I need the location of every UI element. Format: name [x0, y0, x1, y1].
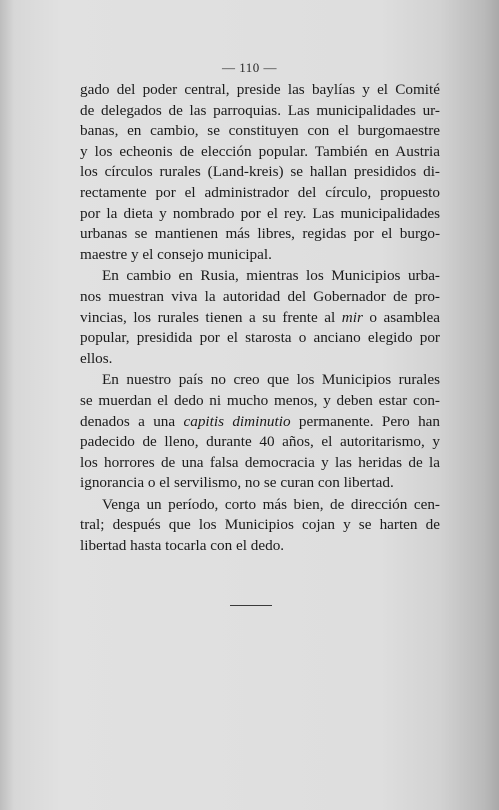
text-line: libertad hasta tocarla con el dedo.	[80, 537, 285, 555]
text-line: ellos.	[80, 349, 113, 367]
text-line: por la dieta y nombrado por el rey. Las municipalidades	[80, 204, 440, 222]
text-line: maestre y el consejo municipal.	[80, 245, 272, 263]
page-number: — 110 —	[221, 60, 278, 75]
text-line: tral; después que los Municipios cojan y se harten de	[80, 516, 440, 534]
text-line: urbanas se mantienen más libres, regidas por el burgo-	[80, 225, 440, 243]
text-fragment: permanente. Pero han	[290, 412, 441, 430]
text-line: Venga un período, corto más bien, de dirección cen-	[102, 495, 440, 513]
text-line-mixed	[80, 412, 440, 433]
italic-term: mir	[341, 308, 363, 326]
text-fragment: o asamblea	[362, 308, 440, 326]
body-text	[80, 80, 440, 557]
text-fragment: denados a una	[80, 412, 184, 430]
text-line: popular, presidida por el starosta o anciano elegido por	[80, 329, 440, 347]
text-line-mixed	[80, 308, 440, 329]
text-line: gado del poder central, preside las baylías y el Comité	[80, 81, 440, 98]
paragraph-4	[80, 495, 440, 557]
text-line: En nuestro país no creo que los Municipios rurales	[102, 371, 440, 389]
paragraph-1	[80, 80, 440, 265]
text-line: En cambio en Rusia, mientras los Municipios urba-	[102, 267, 440, 285]
section-divider	[230, 605, 272, 606]
italic-term: capitis diminutio	[183, 412, 291, 430]
text-line: de delegados de las parroquias. Las municipalidades ur-	[80, 101, 440, 119]
text-line: los horrores de una falsa democracia y las heridas de la	[80, 453, 440, 471]
text-line: ignorancia o el servilismo, no se curan con libertad.	[80, 474, 394, 492]
text-line: padecido de lleno, durante 40 años, el autoritarismo, y	[80, 433, 440, 451]
text-fragment: vincias, los rurales tienen a su frente al	[80, 308, 342, 326]
text-line: nos muestran viva la autoridad del Gobernador de pro-	[80, 287, 440, 305]
text-line: los círculos rurales (Land-kreis) se hallan presididos di-	[80, 163, 440, 181]
text-line: se muerdan el dedo ni mucho menos, y deben estar con-	[80, 391, 440, 409]
paragraph-2	[80, 266, 440, 369]
text-line: banas, en cambio, se constituyen con el burgomaestre	[80, 122, 440, 140]
paragraph-3	[80, 370, 440, 494]
text-line: y los echeonis de elección popular. También en Austria	[80, 142, 440, 160]
text-line: rectamente por el administrador del círculo, propuesto	[80, 183, 440, 201]
